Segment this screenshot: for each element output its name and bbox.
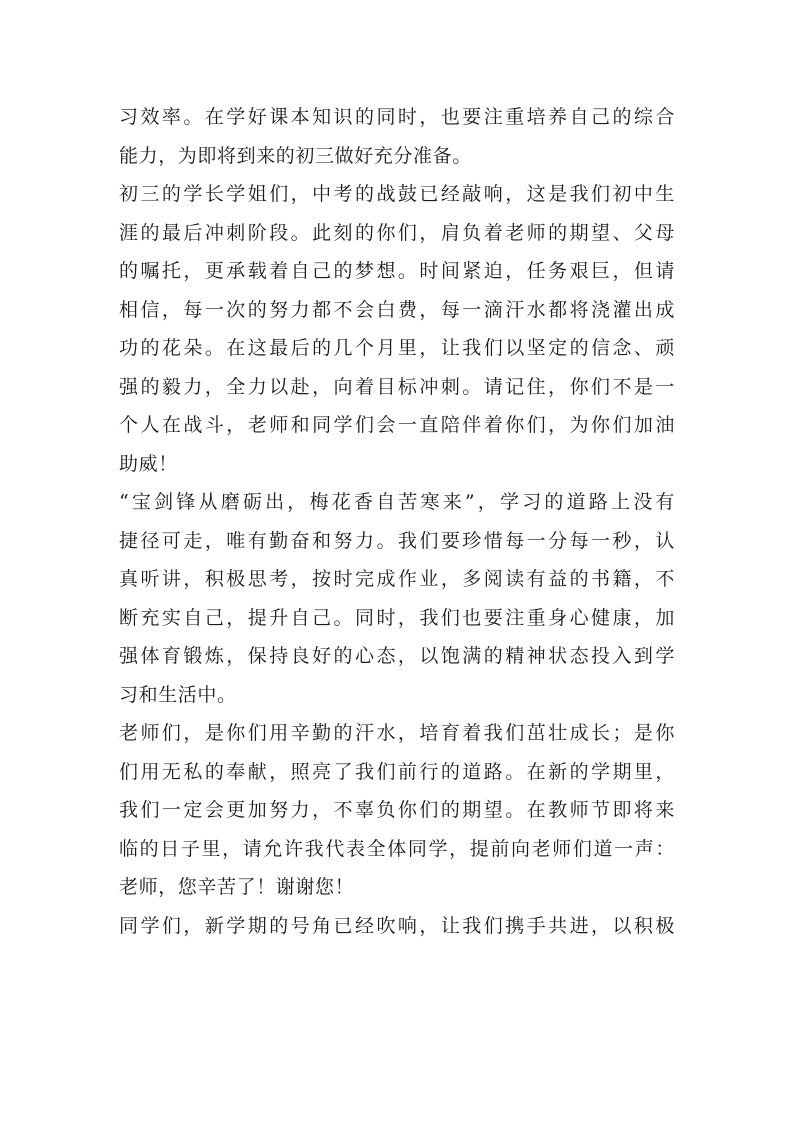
text-line: “宝剑锋从磨砺出，梅花香自苦寒来”，学习的道路上没有 bbox=[119, 491, 675, 513]
text-line: 的嘱托，更承载着自己的梦想。时间紧迫，任务艰巨，但请 bbox=[119, 260, 675, 282]
text-line: 相信，每一次的努力都不会白费，每一滴汗水都将浇灌出成 bbox=[119, 298, 675, 321]
text-line: 强体育锻炼，保持良好的心态，以饱满的精神状态投入到学 bbox=[119, 645, 675, 667]
text-line: 同学们，新学期的号角已经吹响，让我们携手共进，以积极 bbox=[119, 914, 675, 937]
document-body bbox=[119, 98, 675, 945]
text-line: 临的日子里，请允许我代表全体同学，提前向老师们道一声： bbox=[119, 837, 675, 860]
text-line: 涯的最后冲刺阶段。此刻的你们，肩负着老师的期望、父母 bbox=[119, 221, 675, 244]
text-line: 老师，您辛苦了！谢谢您！ bbox=[119, 876, 355, 898]
text-line: 们用无私的奉献，照亮了我们前行的道路。在新的学期里， bbox=[119, 760, 675, 783]
text-line: 能力，为即将到来的初三做好充分准备。 bbox=[119, 144, 472, 167]
text-line: 我们一定会更加努力，不辜负你们的期望。在教师节即将来 bbox=[119, 799, 675, 821]
text-line: 捷径可走，唯有勤奋和努力。我们要珍惜每一分每一秒，认 bbox=[119, 529, 675, 552]
text-line: 强的毅力，全力以赴，向着目标冲刺。请记住，你们不是一 bbox=[119, 375, 675, 398]
text-line: 真听讲，积极思考，按时完成作业，多阅读有益的书籍，不 bbox=[119, 568, 675, 590]
text-line: 老师们，是你们用辛勤的汗水，培育着我们茁壮成长；是你 bbox=[119, 722, 675, 744]
text-line: 习和生活中。 bbox=[119, 683, 237, 706]
text-line: 初三的学长学姐们，中考的战鼓已经敲响，这是我们初中生 bbox=[119, 183, 675, 205]
text-line: 功的花朵。在这最后的几个月里，让我们以坚定的信念、顽 bbox=[119, 337, 675, 359]
text-line: 助威！ bbox=[119, 452, 178, 475]
text-line: 习效率。在学好课本知识的同时，也要注重培养自己的综合 bbox=[119, 106, 675, 128]
text-line: 断充实自己，提升自己。同时，我们也要注重身心健康，加 bbox=[119, 606, 675, 629]
text-line: 个人在战斗，老师和同学们会一直陪伴着你们，为你们加油 bbox=[119, 414, 675, 436]
